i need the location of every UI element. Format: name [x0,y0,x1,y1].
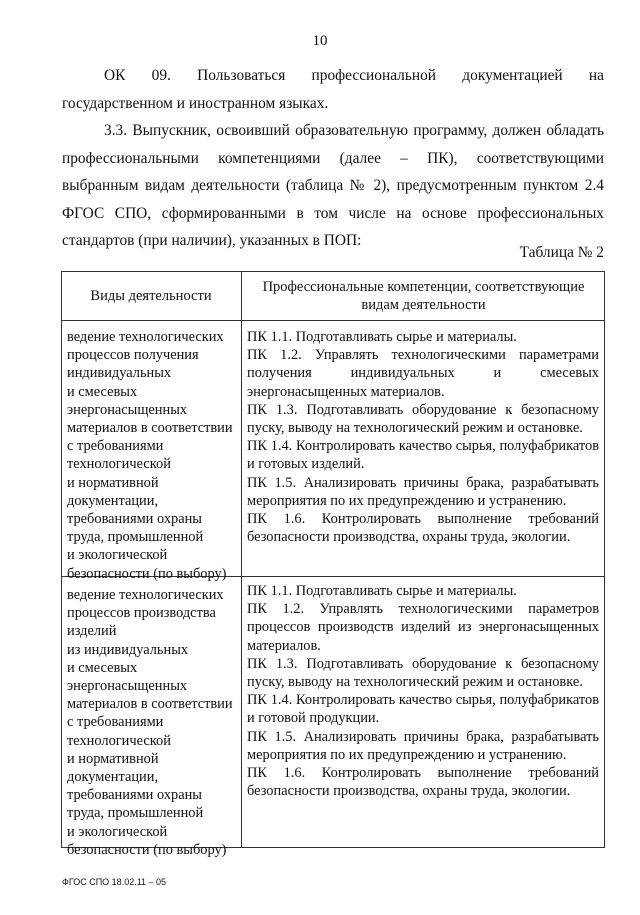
row2-activity-line: труда, промышленной [67,805,204,822]
row1-activity-line: ведение технологических [67,329,224,345]
row1-activity-line: безопасности (по выбору) [67,565,227,582]
row2-competencies [247,582,599,800]
competency-1-3: ПК 1.3. Подготавливать оборудование к безопасному пуску, выводу на технологический режим и остановке. [247,401,599,437]
competency-1-6: ПК 1.6. Контролировать выполнение требований безопасности производства, охраны труда, экологии. [247,511,599,546]
competency-2-1: ПК 1.1. Подготавливать сырье и материалы. [247,583,517,599]
row1-activity [67,328,239,583]
row2-activity-line: и нормативной [67,750,159,767]
row2-activity [67,586,239,859]
row1-competencies [247,328,599,546]
competency-1-2: ПК 1.2. Управлять технологическими параметрами получения индивидуальных и смесевых энергонасыщенных материалов. [247,347,599,400]
row1-activity-line: требованиями охраны [67,511,202,528]
row2-activity-line: материалов в соответствии [67,696,233,713]
row1-activity-line: труда, промышленной [67,529,204,546]
row2-activity-line: из индивидуальных [67,641,189,658]
row2-activity-line: ведение технологических [67,587,224,603]
row2-activity-line: энергонасыщенных [67,678,188,695]
row2-activity-line: безопасности (по выбору) [67,841,227,858]
paragraph-3-3: 3.3. Выпускник, освоивший образовательную программу, должен обладать профессиональными компетенциями (далее – ПК), соответствующими выбранным видам деятельности (таблица № 2), предусмотренным пунктом 2.4 ФГОС СПО, сформированными в том числе на основе профессиональных стандартов (при наличии), указанных в ПОП: [62,122,604,249]
table-header-divider [61,320,605,321]
competency-2-5: ПК 1.5. Анализировать причины брака, разрабатывать мероприятия по их предупреждению и устранению. [247,728,599,763]
competency-2-6: ПК 1.6. Контролировать выполнение требований безопасности производства, охраны труда, экологии. [247,765,599,800]
paragraph-ok09: ОК 09. Пользоваться профессиональной документацией на государственном и иностранном языках. [62,67,604,112]
header-activities: Виды деятельности [90,287,212,304]
row1-activity-line: индивидуальных [67,365,172,382]
row1-activity-line: и смесевых [67,383,138,400]
competency-2-2: ПК 1.2. Управлять технологическими параметров процессов производств изделий из энергонасыщенных материалов. [247,601,599,654]
competency-1-4: ПК 1.4. Контролировать качество сырья, полуфабрикатов и готовых изделий. [247,438,599,473]
page-number: 10 [312,33,328,49]
competency-2-3: ПК 1.3. Подготавливать оборудование к безопасному пуску, выводу на технологический режим и остановке. [247,655,599,691]
row1-activity-line: и нормативной [67,474,159,491]
competencies-table [61,271,605,858]
row1-activity-line: энергонасыщенных [67,401,188,418]
row2-activity-line: изделий [67,623,117,640]
header-competencies: Профессиональные компетенции, соответствующие видам деятельности [262,279,585,313]
row1-activity-line: технологической [67,456,171,473]
row2-activity-line: требованиями охраны [67,787,202,804]
competency-1-5: ПК 1.5. Анализировать причины брака, разрабатывать мероприятия по их предупреждению и устранению. [247,474,599,509]
row2-activity-line: технологической [67,732,171,749]
row2-activity-line: и смесевых [67,659,138,676]
table-border-right [604,272,605,847]
row2-activity-line: и экологической [67,823,168,840]
row2-activity-line: документации, [67,769,159,786]
footer-standard-code: ФГОС СПО 18.02.11 – 05 [62,877,167,887]
row2-activity-line: процессов производства [67,605,216,622]
table-column-divider [241,272,242,847]
table-border-left [61,272,62,847]
competency-1-1: ПК 1.1. Подготавливать сырье и материалы. [247,329,517,345]
row2-activity-line: с требованиями [67,714,164,731]
row1-activity-line: и экологической [67,547,168,564]
row1-activity-line: материалов в соответствии [67,420,233,437]
competency-2-4: ПК 1.4. Контролировать качество сырья, полуфабрикатов и готовой продукции. [247,692,599,727]
table-caption: Таблица № 2 [519,244,604,261]
row1-activity-line: процессов получения [67,347,199,364]
row1-activity-line: документации, [67,492,159,509]
row1-activity-line: с требованиями [67,438,164,455]
